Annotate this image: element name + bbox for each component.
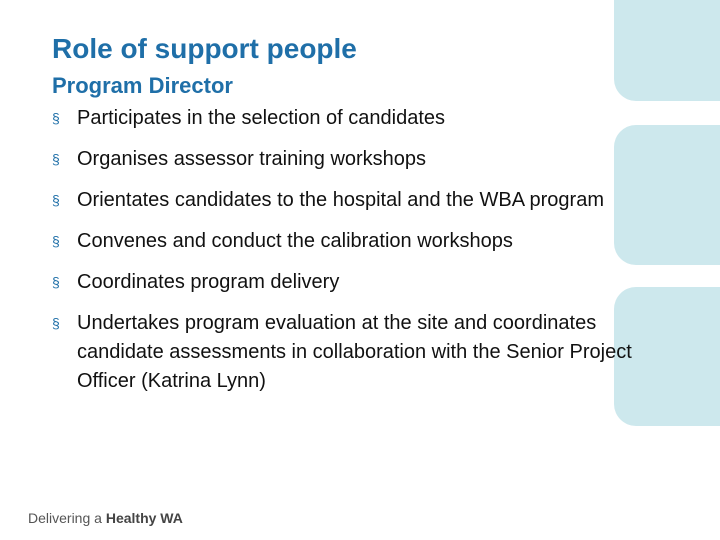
bullet-text: Participates in the selection of candidates (77, 107, 445, 129)
decorative-panel-top (614, 0, 720, 101)
bullet-text: Coordinates program delivery (77, 271, 340, 293)
footer-tagline (28, 510, 183, 526)
bullet-text: Convenes and conduct the calibration workshops (77, 230, 513, 252)
bullet-marker: § (52, 315, 60, 331)
bullet-marker: § (52, 274, 60, 290)
bullet-item (52, 227, 642, 256)
bullet-item (52, 104, 642, 133)
bullet-item (52, 186, 642, 215)
slide-title: Role of support people (52, 33, 357, 64)
bullet-text: Undertakes program evaluation at the site and coordinates candidate assessments in collaboration with the Senior Project Officer (Katrina Lynn) (77, 312, 632, 392)
bullet-text: Organises assessor training workshops (77, 148, 427, 170)
bullet-item (52, 145, 642, 174)
bullet-text: Orientates candidates to the hospital and the WBA program (77, 189, 604, 211)
footer-brand: Healthy WA (105, 510, 183, 526)
bullet-marker: § (52, 110, 60, 126)
footer-prefix: Delivering a (28, 510, 106, 526)
bullet-marker: § (52, 192, 60, 208)
bullet-marker: § (52, 151, 60, 167)
bullet-marker: § (52, 233, 60, 249)
slide-subtitle: Program Director (52, 73, 233, 98)
bullet-item (52, 309, 642, 396)
bullet-item (52, 268, 642, 297)
bullet-list (52, 104, 642, 408)
